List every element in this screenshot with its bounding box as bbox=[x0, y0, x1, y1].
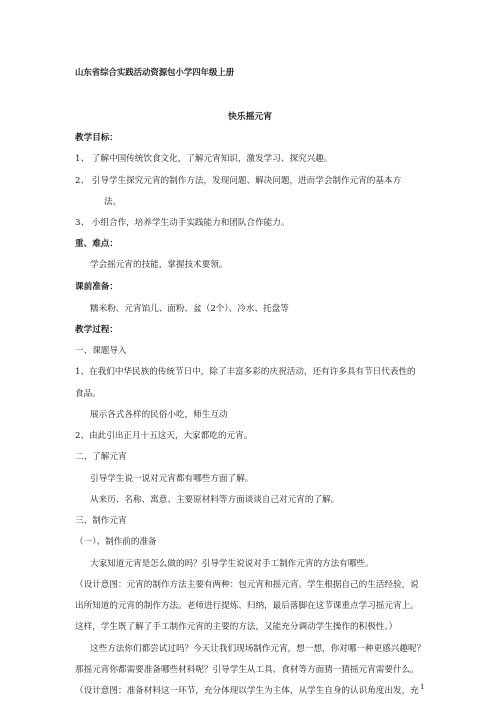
section-heading-preparation: 课前准备： bbox=[75, 282, 118, 292]
body-line: 这些方法你们都尝试过吗？今天让我们现场制作元宵，想一想，你对哪一种更感兴趣呢？ bbox=[90, 644, 426, 654]
document-title: 快乐摇元宵 bbox=[228, 112, 272, 122]
section-heading-process: 教学过程： bbox=[75, 325, 118, 335]
body-line: （设计意图：元宵的制作方法主要有两种：包元宵和摇元宵。学生根据自己的生活经验，说 bbox=[75, 580, 419, 590]
body-line: 1、在我们中华民族的传统节日中，除了丰富多彩的庆祝活动，还有许多具有节日代表性的 bbox=[75, 367, 416, 377]
body-line: 一、课题导入 bbox=[75, 346, 127, 356]
section-heading-key-points: 重、难点： bbox=[75, 239, 118, 249]
body-line: （一）、制作前的准备 bbox=[75, 537, 157, 547]
body-line: 糯米粉、元宵馅儿、面粉、盆（2个）、冷水、托盘等 bbox=[90, 304, 289, 314]
section-heading-objectives: 教学目标： bbox=[75, 133, 118, 143]
body-line: （设计意图：准备材料这一环节，充分体现以学生为主体，从学生自身的认识角度出发，充 bbox=[75, 686, 419, 696]
body-line: 展示各式各样的民俗小吃，师生互动 bbox=[90, 410, 228, 420]
body-line: 2、由此引出正月十五这天，大家都吃的元宵。 bbox=[75, 431, 253, 441]
body-line: 食品。 bbox=[75, 389, 101, 399]
body-line: 二、了解元宵 bbox=[75, 452, 127, 462]
body-line: 从来历、名称、寓意、主要原材料等方面谈谈自己对元宵的了解。 bbox=[90, 495, 340, 505]
body-line: 2、 引导学生探究元宵的制作方法，发现问题、解决问题，进而学会制作元宵的基本方 bbox=[75, 176, 402, 186]
body-line: 法。 bbox=[104, 197, 122, 207]
body-line: 3、 小组合作，培养学生动手实践能力和团队合作能力。 bbox=[75, 218, 290, 228]
document-header: 山东省综合实践活动资源包小学四年级上册 bbox=[75, 67, 235, 77]
body-line: 这样，学生既了解了手工制作元宵的主要的方法，又能充分调动学生操作的积极性。） bbox=[75, 622, 398, 632]
page-number: 1 bbox=[420, 683, 425, 691]
body-line: 1、 了解中国传统饮食文化，了解元宵知识，激发学习、探究兴趣。 bbox=[75, 154, 333, 164]
body-line: 三、制作元宵 bbox=[75, 516, 127, 526]
body-line: 出所知道的元宵的制作方法。老师进行提炼、归纳，最后落脚在这节课重点学习摇元宵上。 bbox=[75, 601, 419, 611]
body-line: 学会摇元宵的技能，掌握技术要领。 bbox=[90, 260, 228, 270]
body-line: 大家知道元宵是怎么做的吗？引导学生说说对手工制作元宵的方法有哪些。 bbox=[90, 559, 374, 569]
body-line: 引导学生说一说对元宵都有哪些方面了解。 bbox=[90, 474, 254, 484]
body-line: 那摇元宵你都需要准备哪些材料呢？引导学生从工具、食材等方面猜一猜摇元宵需要什么。 bbox=[75, 665, 419, 675]
